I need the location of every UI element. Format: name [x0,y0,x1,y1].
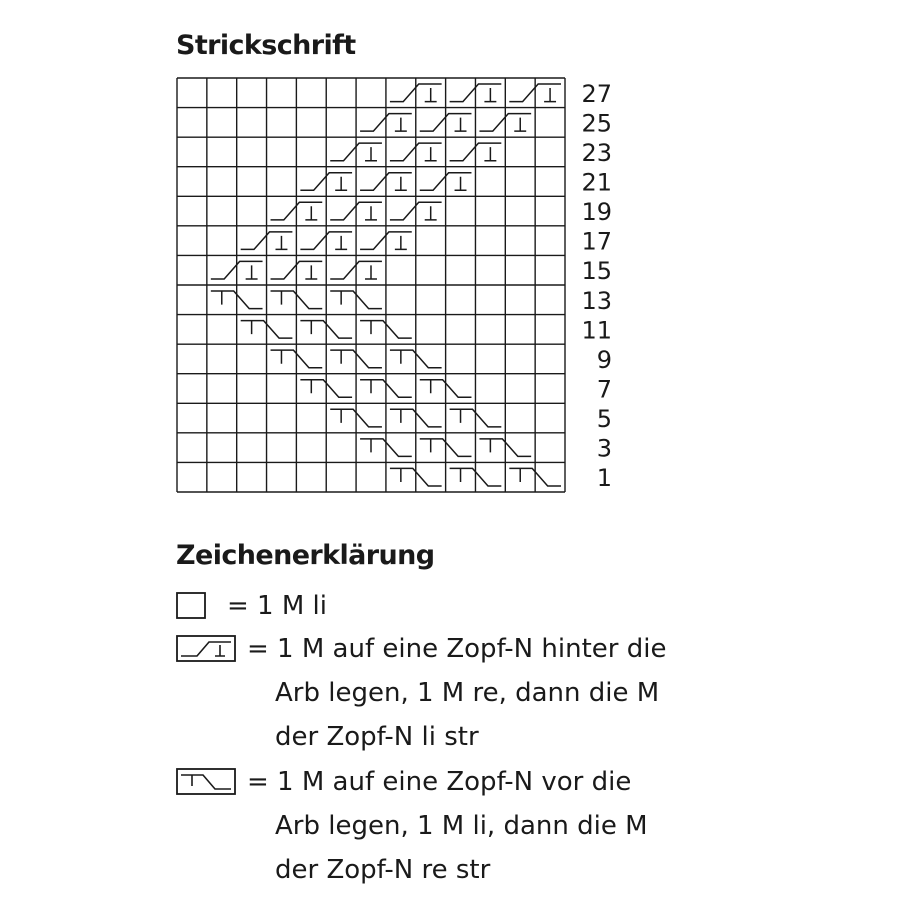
left-cross-icon [176,768,236,796]
legend-left-cross-line-3: der Zopf-N re str [275,855,491,885]
legend-right-cross-line-2: Arb legen, 1 M re, dann die M [275,678,660,708]
row-number-label: 27 [581,79,612,108]
purl-cell-icon [176,592,208,620]
row-number-label: 1 [596,464,612,493]
row-number-label: 7 [596,375,612,404]
right-cross-icon [176,635,236,663]
row-number-label: 23 [581,138,612,167]
legend-right-cross-line-1: = 1 M auf eine Zopf-N hinter die [247,634,667,664]
row-number-label: 9 [596,345,612,374]
row-number-label: 11 [581,316,612,345]
row-number-label: 15 [581,257,612,286]
row-number-label: 13 [581,286,612,315]
row-number-label: 21 [581,168,612,197]
legend-purl-text: = 1 M li [227,591,328,621]
row-number-label: 17 [581,227,612,256]
row-number-label: 5 [596,405,612,434]
row-number-label: 25 [581,109,612,138]
legend-left-cross-line-1: = 1 M auf eine Zopf-N vor die [247,767,632,797]
row-number-label: 19 [581,198,612,227]
legend-title: Zeichenerklärung [176,540,435,571]
chart-title: Strickschrift [176,30,356,61]
legend-left-cross-line-2: Arb legen, 1 M li, dann die M [275,811,648,841]
legend-right-cross-line-3: der Zopf-N li str [275,722,479,752]
row-number-label: 3 [596,434,612,463]
